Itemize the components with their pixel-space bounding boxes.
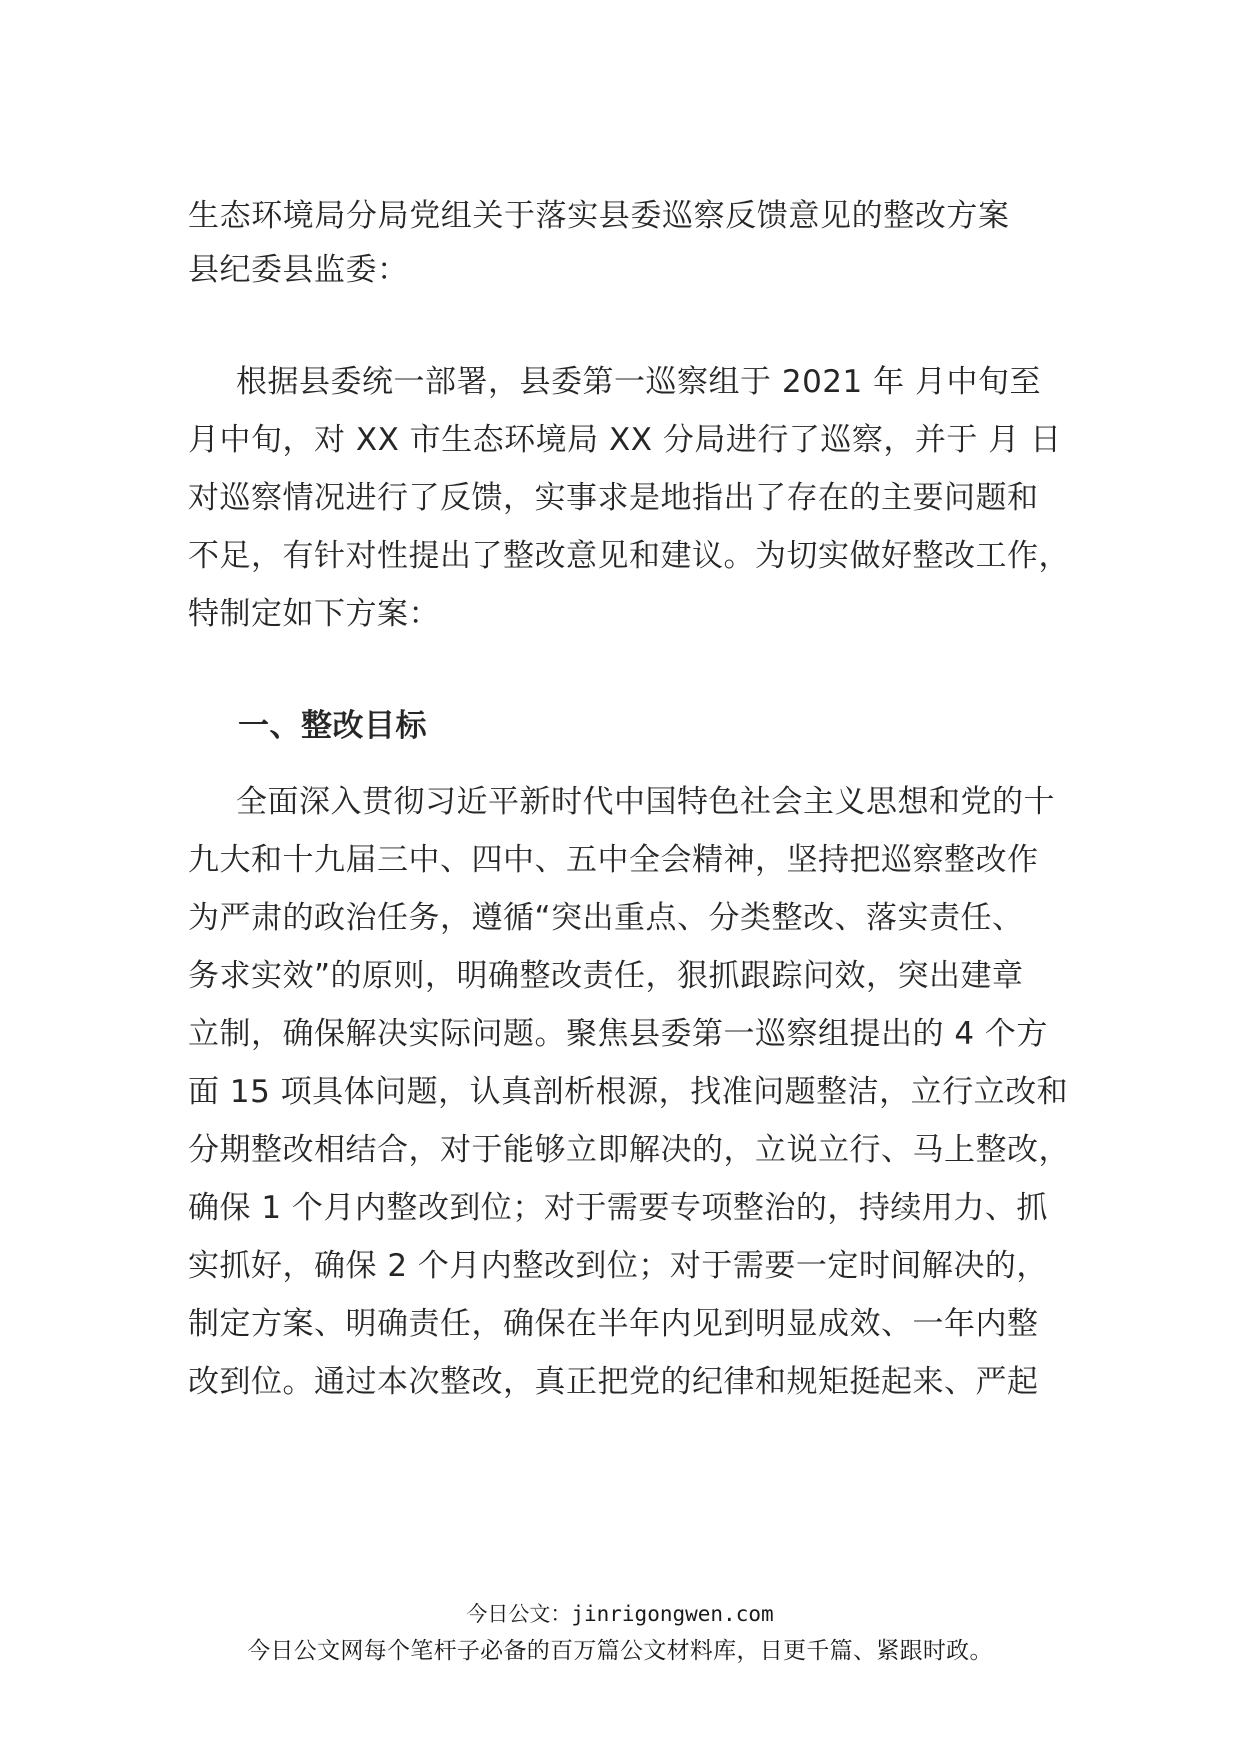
title-text: 生态环境局分局党组关于落实县委巡察反馈意见的整改方案: [188, 198, 1010, 234]
paragraph-line: 不足，有针对性提出了整改意见和建议。为切实做好整改工作，: [188, 538, 1070, 574]
paragraph-line: 根据县委统一部署，县委第一巡察组于 2021 年 月中旬至: [236, 364, 1041, 400]
paragraph-line: 特制定如下方案：: [188, 596, 440, 632]
paragraph-line: 立制，确保解决实际问题。聚焦县委第一巡察组提出的 4 个方: [188, 1016, 1048, 1052]
paragraph-line: 九大和十九届三中、四中、五中全会精神，坚持把巡察整改作: [188, 842, 1039, 878]
paragraph-line: 月中旬，对 XX 市生态环境局 XX 分局进行了巡察，并于 月 日: [188, 422, 1062, 458]
salutation-text: 县纪委县监委：: [188, 252, 409, 288]
paragraph-line: 实抓好，确保 2 个月内整改到位；对于需要一定时间解决的，: [188, 1248, 1048, 1284]
footer-site-line: [0, 1598, 1240, 1628]
paragraph-line: 改到位。通过本次整改，真正把党的纪律和规矩挺起来、严起: [188, 1364, 1039, 1400]
footer-site-link[interactable]: jinrigongwen.com: [571, 1602, 774, 1626]
paragraph-line: 全面深入贯彻习近平新时代中国特色社会主义思想和党的十: [236, 784, 1055, 820]
paragraph-line: 务求实效”的原则，明确整改责任，狠抓跟踪问效，突出建章: [188, 958, 1024, 994]
paragraph-line: 为严肃的政治任务，遵循“突出重点、分类整改、落实责任、: [188, 900, 1024, 936]
paragraph-line: 确保 1 个月内整改到位；对于需要专项整治的，持续用力、抓: [188, 1190, 1048, 1226]
paragraph-line: 制定方案、明确责任，确保在半年内见到明显成效、一年内整: [188, 1306, 1039, 1342]
heading-text: 一、整改目标: [238, 708, 427, 744]
footer-site-label: 今日公文：: [466, 1602, 572, 1626]
paragraph-line: 分期整改相结合，对于能够立即解决的，立说立行、马上整改，: [188, 1132, 1070, 1168]
paragraph-line: 对巡察情况进行了反馈，实事求是地指出了存在的主要问题和: [188, 480, 1039, 516]
footer-slogan: 今日公文网每个笔杆子必备的百万篇公文材料库，日更千篇、紧跟时政。: [247, 1638, 993, 1664]
paragraph-line: 面 15 项具体问题，认真剖析根源，找准问题整洁，立行立改和: [188, 1074, 1069, 1110]
